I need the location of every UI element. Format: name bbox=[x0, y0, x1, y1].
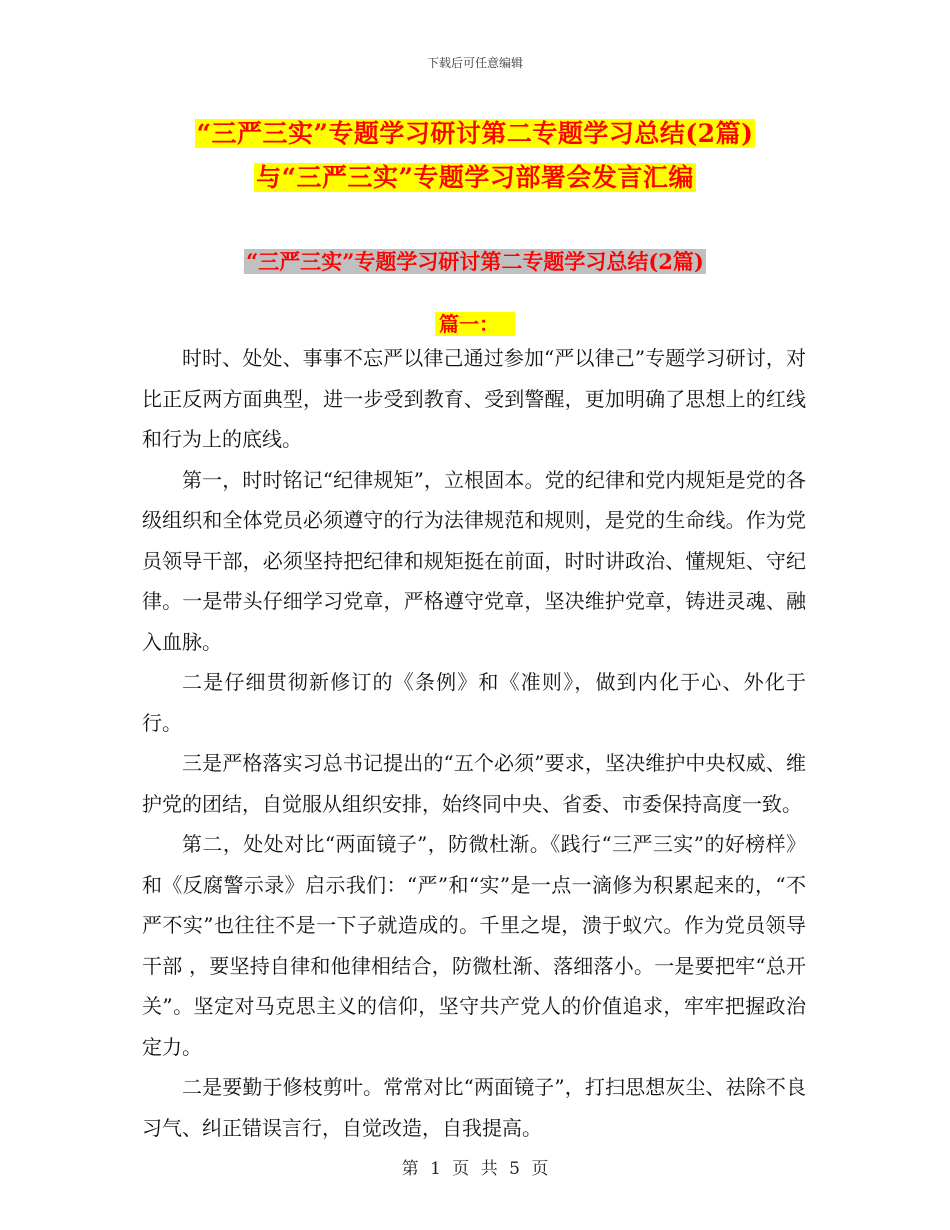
document-title-line-1 bbox=[0, 114, 950, 150]
page-number-footer: 第 1 页 共 5 页 bbox=[401, 1159, 549, 1179]
paragraph: 二是要勤于修枝剪叶。常常对比“两面镜子”，打扫思想灰尘、祛除不良习气、纠正错误言行，自觉改造，自我提高。 bbox=[142, 1075, 806, 1140]
document-body bbox=[142, 338, 806, 1148]
paragraph: 时时、处处、事事不忘严以律己通过参加“严以律己”专题学习研讨，对比正反两方面典型，进一步受到教育、受到警醒，更加明确了思想上的红线和行为上的底线。 bbox=[142, 346, 806, 451]
document-title-line-2 bbox=[0, 158, 950, 194]
part-label-text: 篇一： bbox=[435, 312, 515, 336]
paragraph: 二是仔细贯彻新修订的《条例》和《准则》，做到内化于心、外化于行。 bbox=[142, 670, 806, 735]
section-title bbox=[0, 246, 950, 276]
document-title-line-1-text: “三严三实”专题学习研讨第二专题学习总结(2篇) bbox=[196, 119, 754, 148]
part-label bbox=[0, 308, 950, 337]
paragraph: 第二，处处对比“两面镜子”，防微杜渐。《践行“三严三实”的好榜样》和《反腐警示录》启示我们：“严”和“实”是一点一滴修为积累起来的，“不严不实”也往往不是一下子就造成的。千里之堤，溃于蚁穴。作为党员领导干部 ，要坚持自律和他律相结合，防微杜渐、落细落小。一是要把牢“总开关”。坚定对马克思主义的信仰，坚守共产党人的价值追求，牢牢把握政治定力。 bbox=[142, 832, 806, 1059]
paragraph: 三是严格落实习总书记提出的“五个必须”要求，坚决维护中央权威、维护党的团结，自觉服从组织安排，始终同中央、省委、市委保持高度一致。 bbox=[142, 751, 806, 816]
header-note: 下载后可任意编辑 bbox=[426, 56, 523, 70]
document-title-line-2-text: 与“三严三实”专题学习部署会发言汇编 bbox=[256, 163, 694, 192]
paragraph: 第一，时时铭记“纪律规矩”，立根固本。党的纪律和党内规矩是党的各级组织和全体党员必须遵守的行为法律规范和规则，是党的生命线。作为党员领导干部，必须坚持把纪律和规矩挺在前面，时时讲政治、懂规矩、守纪律。一是带头仔细学习党章，严格遵守党章，坚决维护党章，铸进灵魂、融入血脉。 bbox=[142, 467, 806, 654]
section-title-text: “三严三实”专题学习研讨第二专题学习总结(2篇) bbox=[246, 249, 704, 274]
